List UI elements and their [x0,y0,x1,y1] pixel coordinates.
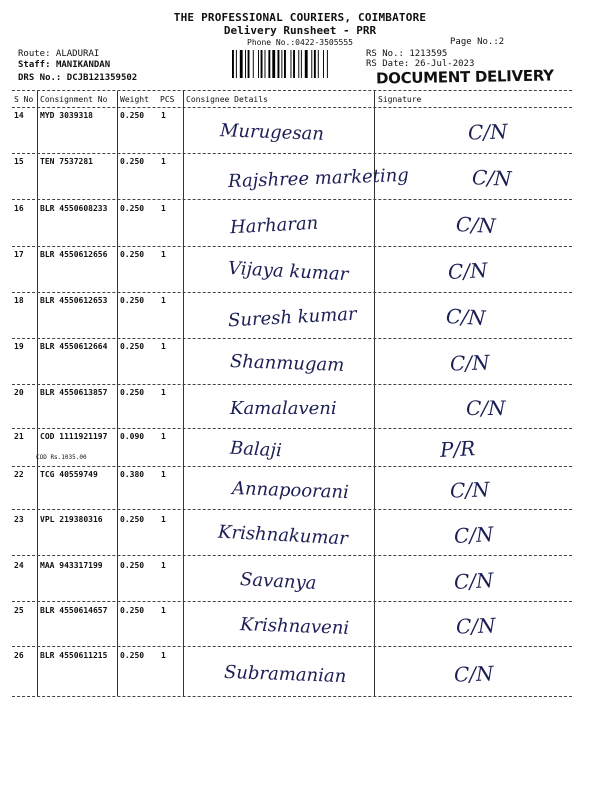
row-cod-amount: COD Rs.1035.00 [36,454,87,461]
row-weight: 0.380 [120,470,145,479]
row-weight: 0.250 [120,651,145,660]
row-consignment-number: BLR 4550612664 [40,342,108,351]
row-consignment-number: MYD 3039318 [40,111,93,120]
row-sno: 25 [14,606,24,615]
staff-name: MANIKANDAN [55,60,111,70]
row-divider [12,199,572,200]
barcode-bar [268,50,270,78]
row-divider [12,696,572,697]
row-weight: 0.250 [120,111,145,120]
row-consignee-handwritten: Vijaya kumar [227,257,349,286]
row-sno: 15 [14,157,24,166]
phone-number: Phone No.:0422-3505555 [247,38,353,47]
row-divider [12,646,572,647]
row-pcs: 1 [161,651,166,660]
row-consignee-handwritten: Krishnaveni [239,614,350,639]
barcode-bar [293,50,295,78]
row-divider [12,466,572,467]
drs-label: DRS No.: [18,73,62,83]
row-pcs: 1 [161,157,166,166]
column-header-consignee: Consignee Details [186,95,268,104]
row-divider [12,246,572,247]
row-pcs: 1 [161,470,166,479]
row-signature-handwritten: C/N [453,521,495,549]
row-consignee-handwritten: Shanmugam [229,351,345,376]
barcode-bar [284,50,286,78]
row-consignment-number: TCG 40559749 [40,470,98,479]
row-weight: 0.250 [120,296,145,305]
row-consignment-number: MAA 943317199 [40,561,103,570]
barcode-bar [323,50,324,78]
row-consignment-number: TEN 7537281 [40,157,93,166]
row-pcs: 1 [161,250,166,259]
row-consignment-number: VPL 219380316 [40,515,103,524]
row-sno: 16 [14,204,24,213]
barcode-bar [314,50,316,78]
row-sno: 20 [14,388,24,397]
row-signature-handwritten: C/N [466,396,506,420]
row-sno: 26 [14,651,24,660]
row-consignee-handwritten: Suresh kumar [227,303,358,332]
row-sno: 21 [14,432,24,441]
row-divider [12,601,572,602]
row-sno: 23 [14,515,24,524]
row-weight: 0.250 [120,204,145,213]
row-weight: 0.250 [120,515,145,524]
row-sno: 14 [14,111,24,120]
row-consignee-handwritten: Savanya [239,569,317,594]
column-header-sno: S No [14,95,34,104]
row-consignee-handwritten: Subramanian [223,661,347,688]
row-signature-handwritten: C/N [449,477,490,503]
row-consignment-number: BLR 4550611215 [40,651,108,660]
barcode-bar [253,50,254,78]
row-pcs: 1 [161,606,166,615]
row-sno: 24 [14,561,24,570]
barcode-image [232,50,358,78]
barcode-bar [240,50,243,78]
column-divider [117,91,118,696]
row-sno: 22 [14,470,24,479]
row-divider [12,153,572,154]
row-weight: 0.250 [120,561,145,570]
row-divider [12,428,572,429]
row-pcs: 1 [161,204,166,213]
row-weight: 0.250 [120,388,145,397]
barcode-bar [245,50,246,78]
row-consignment-number: BLR 4550612653 [40,296,108,305]
row-divider [12,338,572,339]
row-signature-handwritten: C/N [449,350,490,376]
row-signature-handwritten: C/N [447,257,489,285]
row-divider [12,509,572,510]
row-signature-handwritten: C/N [453,661,494,687]
row-pcs: 1 [161,432,166,441]
row-pcs: 1 [161,561,166,570]
row-consignment-number: BLR 4550612656 [40,250,108,259]
barcode-bar [258,50,259,78]
rs-date: RS Date: 26-Jul-2023 [366,59,475,69]
page-number: Page No.:2 [450,37,505,47]
row-signature-handwritten: C/N [467,119,508,145]
barcode-bar [281,50,282,78]
row-consignment-number: BLR 4550614657 [40,606,108,615]
barcode-bar [236,50,237,78]
barcode-bar [265,50,266,78]
barcode-bar [248,50,250,78]
route-label: Route: ALADURAI [18,49,100,59]
barcode-bar [318,50,319,78]
column-header-consignment: Consignment No [40,95,108,104]
drs-line [18,73,137,83]
row-divider [12,292,572,293]
row-consignee-handwritten: Annapoorani [231,477,350,504]
column-header-weight: Weight [120,95,149,104]
row-consignee-handwritten: Murugesan [219,120,325,145]
row-consignee-handwritten: Krishnakumar [217,521,349,550]
row-divider [12,555,572,556]
row-weight: 0.090 [120,432,145,441]
company-name: THE PROFESSIONAL COURIERS, COIMBATORE [173,11,427,24]
row-consignment-number: COD 1111921197 [40,432,108,441]
row-consignee-handwritten: Balaji [229,437,283,462]
barcode-bar [305,50,308,78]
column-divider [37,91,38,696]
row-consignee-handwritten: Kamalaveni [230,398,337,419]
delivery-type-banner: DOCUMENT DELIVERY [375,66,554,88]
row-signature-handwritten: C/N [453,567,495,595]
row-pcs: 1 [161,342,166,351]
row-pcs: 1 [161,515,166,524]
row-sno: 18 [14,296,24,305]
header-bottom-rule [12,107,572,108]
row-weight: 0.250 [120,250,145,259]
row-sno: 17 [14,250,24,259]
row-weight: 0.250 [120,606,145,615]
row-signature-handwritten: C/N [471,165,512,191]
row-signature-handwritten: C/N [455,211,497,239]
barcode-bar [291,50,292,78]
row-sno: 19 [14,342,24,351]
row-signature-handwritten: C/N [445,303,487,331]
row-consignee-handwritten: Harharan [229,212,319,239]
staff-line [18,60,110,70]
row-consignment-number: BLR 4550608233 [40,204,108,213]
row-pcs: 1 [161,111,166,120]
barcode-bar [301,50,302,78]
row-pcs: 1 [161,388,166,397]
barcode-bar [298,50,299,78]
header-top-rule [12,90,572,91]
barcode-bar [272,50,275,78]
column-divider [183,91,184,696]
row-consignee-handwritten: Rajshree marketing [227,164,410,193]
row-signature-handwritten: C/N [455,613,496,639]
column-header-signature: Signature [378,95,422,104]
column-header-pcs: PCS [160,95,175,104]
drs-number: DCJB121359502 [66,73,138,83]
row-weight: 0.250 [120,342,145,351]
staff-label: Staff: [18,60,51,70]
barcode-bar [261,50,263,78]
rs-number: RS No.: 1213595 [366,49,448,59]
row-consignment-number: BLR 4550613857 [40,388,108,397]
row-divider [12,384,572,385]
row-pcs: 1 [161,296,166,305]
barcode-bar [327,50,328,78]
barcode-bar [232,50,234,78]
document-title: Delivery Runsheet - PRR [223,24,377,37]
barcode-bar [311,50,312,78]
row-weight: 0.250 [120,157,145,166]
row-signature-handwritten: P/R [439,436,476,462]
barcode-bar [278,50,280,78]
